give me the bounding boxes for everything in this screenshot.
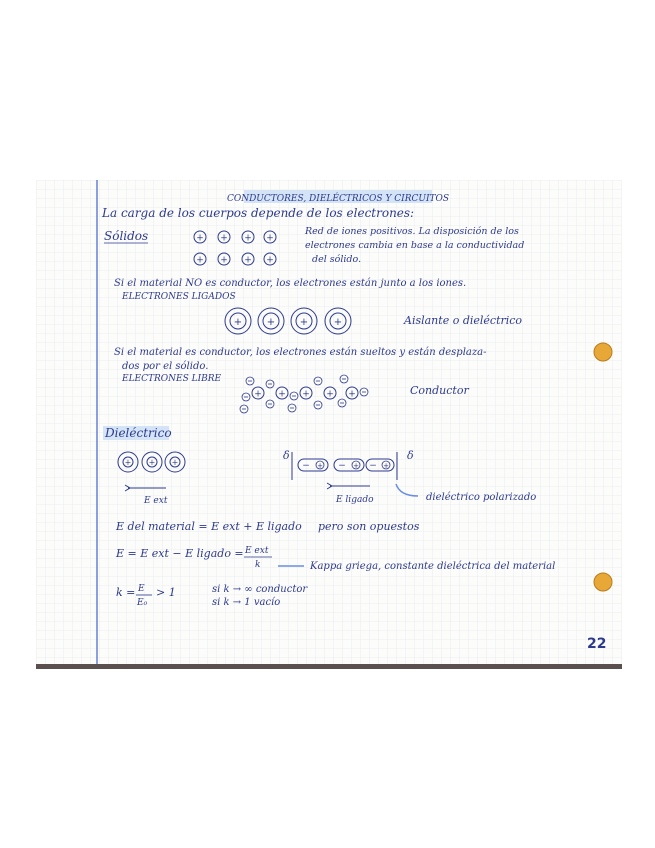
binder-hole-top (594, 343, 612, 361)
svg-text:+: + (124, 458, 132, 467)
electrones-ligados-label: ELECTRONES LIGADOS (122, 292, 236, 302)
formula-line-2-num: E ext (245, 546, 269, 556)
svg-text:−: − (338, 461, 346, 471)
conductor-line-1: Si el material es conductor, los electrones están sueltos y están desplaza- (114, 347, 487, 358)
page-number: 22 (587, 636, 607, 652)
dielectrico-heading: Dieléctrico (105, 426, 172, 440)
case-vacio: si k → 1 vacío (212, 597, 281, 608)
formula-line-2-den: k (255, 560, 261, 570)
svg-text:+: + (266, 255, 274, 266)
svg-text:+: + (302, 389, 310, 400)
formula-line-1-note: pero son opuestos (318, 520, 420, 533)
svg-text:+: + (317, 462, 323, 470)
e-ligado-label: E ligado (336, 495, 374, 505)
k-formula-num: E (138, 584, 145, 594)
delta-left: δ (283, 449, 290, 462)
svg-text:+: + (196, 233, 204, 244)
kappa-note: Kappa griega, constante dieléctrica del material (310, 561, 556, 572)
k-formula-den: E₀ (137, 598, 148, 608)
svg-text:+: + (244, 255, 252, 266)
page-bottom-edge (36, 664, 622, 669)
svg-text:+: + (299, 317, 309, 328)
no-conductor-line: Si el material NO es conductor, los electrones están junto a los iones. (114, 278, 467, 289)
conductor-note: Conductor (410, 384, 469, 397)
delta-right: δ (407, 449, 414, 462)
svg-text:+: + (383, 462, 389, 470)
svg-text:+: + (333, 317, 343, 328)
svg-text:+: + (254, 389, 262, 400)
svg-text:+: + (220, 255, 228, 266)
svg-text:+: + (353, 462, 359, 470)
svg-text:+: + (348, 389, 356, 400)
svg-text:+: + (244, 233, 252, 244)
polarizado-note: dieléctrico polarizado (426, 492, 537, 503)
svg-text:+: + (171, 458, 179, 467)
solidos-heading: Sólidos (104, 229, 149, 243)
solidos-note-2: electrones cambia en base a la conductividad (305, 240, 525, 251)
case-conductor: si k → ∞ conductor (212, 584, 308, 595)
conductor-line-2: dos por el sólido. (122, 361, 209, 372)
formula-line-1: E del material = E ext + E ligado (116, 520, 302, 533)
k-formula: k = (116, 586, 136, 599)
svg-text:−: − (302, 461, 310, 471)
svg-text:+: + (196, 255, 204, 266)
formula-line-2: E = E ext − E ligado = (116, 547, 244, 560)
svg-text:−: − (369, 461, 377, 471)
aislante-note: Aislante o dieléctrico (404, 314, 523, 327)
e-ext-label: E ext (144, 496, 168, 506)
page-title: CONDUCTORES, DIELÉCTRICOS Y CIRCUITOS (226, 194, 450, 204)
solidos-note-1: Red de iones positivos. La disposición de los (305, 226, 519, 237)
svg-text:+: + (148, 458, 156, 467)
electrones-libre-label: ELECTRONES LIBRE (122, 374, 222, 384)
svg-text:+: + (220, 233, 228, 244)
svg-text:+: + (233, 317, 243, 328)
k-formula-gt: > 1 (156, 586, 176, 599)
svg-text:+: + (266, 233, 274, 244)
solidos-note-3: del sólido. (312, 254, 362, 265)
binder-hole-bottom (594, 573, 612, 591)
svg-text:+: + (278, 389, 286, 400)
intro-line: La carga de los cuerpos depende de los electrones: (102, 206, 415, 220)
svg-text:+: + (266, 317, 276, 328)
svg-text:+: + (326, 389, 334, 400)
